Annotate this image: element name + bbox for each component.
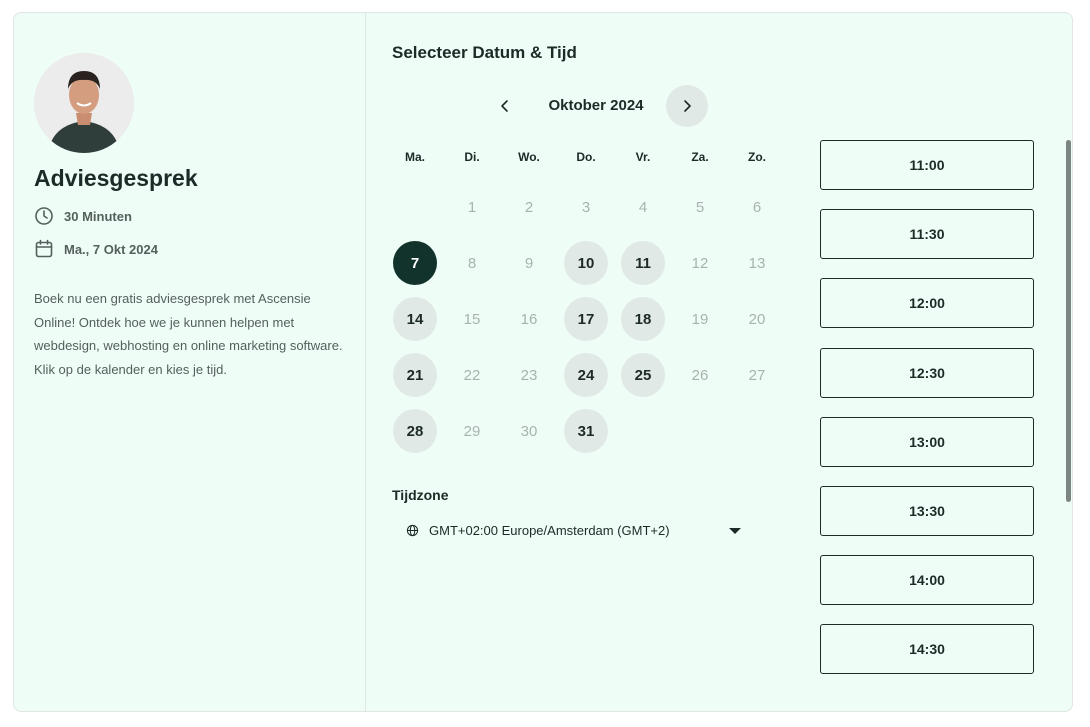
calendar-day-unavailable: 2 xyxy=(524,198,534,216)
weekday-header: Vr. xyxy=(635,150,651,164)
weekday-header: Wo. xyxy=(518,150,540,164)
next-month-button[interactable] xyxy=(666,85,708,127)
time-slot-scrollbar[interactable] xyxy=(1066,140,1071,502)
calendar-day-available[interactable]: 21 xyxy=(393,353,437,397)
calendar-day-unavailable: 9 xyxy=(524,254,534,272)
calendar-day-unavailable: 8 xyxy=(467,254,477,272)
time-slot-button[interactable]: 11:00 xyxy=(820,140,1034,190)
calendar-day-unavailable: 26 xyxy=(691,366,709,384)
event-details-panel xyxy=(14,13,366,711)
time-slot-button[interactable]: 13:00 xyxy=(820,417,1034,467)
timezone-label: Tijdzone xyxy=(392,487,449,503)
clock-icon xyxy=(34,206,54,226)
calendar-day-unavailable: 20 xyxy=(748,310,766,328)
duration-row xyxy=(34,206,132,226)
timezone-select[interactable] xyxy=(406,519,741,541)
avatar xyxy=(34,53,134,153)
date-row xyxy=(34,239,158,259)
date-text: Ma., 7 Okt 2024 xyxy=(64,241,158,257)
time-slot-button[interactable]: 14:00 xyxy=(820,555,1034,605)
calendar-day-unavailable: 16 xyxy=(520,310,538,328)
calendar-day-unavailable: 23 xyxy=(520,366,538,384)
calendar-day-available[interactable]: 10 xyxy=(564,241,608,285)
weekday-header: Ma. xyxy=(404,150,425,164)
calendar-day-unavailable: 3 xyxy=(581,198,591,216)
calendar-day-available[interactable]: 14 xyxy=(393,297,437,341)
calendar-day-available[interactable]: 31 xyxy=(564,409,608,453)
calendar-day-unavailable: 4 xyxy=(638,198,648,216)
weekday-header: Zo. xyxy=(748,150,766,164)
calendar-day-unavailable: 1 xyxy=(467,198,477,216)
calendar-day-unavailable: 22 xyxy=(463,366,481,384)
calendar-day-available[interactable]: 11 xyxy=(621,241,665,285)
calendar-day-available[interactable]: 25 xyxy=(621,353,665,397)
calendar-day-unavailable: 6 xyxy=(752,198,762,216)
time-slot-button[interactable]: 14:30 xyxy=(820,624,1034,674)
chevron-left-icon xyxy=(498,99,512,113)
globe-icon xyxy=(406,524,419,537)
calendar-day-unavailable: 30 xyxy=(520,422,538,440)
calendar-day-available[interactable]: 24 xyxy=(564,353,608,397)
host-photo-icon xyxy=(34,53,134,153)
month-navigation xyxy=(484,85,708,127)
weekday-header: Za. xyxy=(691,150,709,164)
month-label: Oktober 2024 xyxy=(548,97,644,114)
weekday-header: Do. xyxy=(576,150,596,164)
caret-down-icon xyxy=(729,528,741,534)
calendar-day-selected[interactable]: 7 xyxy=(393,241,437,285)
booking-card xyxy=(13,12,1073,712)
weekday-header: Di. xyxy=(464,150,480,164)
time-slot-button[interactable]: 12:30 xyxy=(820,348,1034,398)
calendar-day-unavailable: 5 xyxy=(695,198,705,216)
calendar-day-unavailable: 15 xyxy=(463,310,481,328)
calendar-day-unavailable: 19 xyxy=(691,310,709,328)
calendar-day-unavailable: 27 xyxy=(748,366,766,384)
duration-text: 30 Minuten xyxy=(64,208,132,224)
time-slot-button[interactable]: 13:30 xyxy=(820,486,1034,536)
timezone-value: GMT+02:00 Europe/Amsterdam (GMT+2) xyxy=(429,522,670,538)
event-description: Boek nu een gratis adviesgesprek met Ascensie Online! Ontdek hoe we je kunnen helpen met webdesign, webhosting en online marketing software. Klik op de kalender en kies je tijd. xyxy=(34,291,343,377)
calendar-day-available[interactable]: 28 xyxy=(393,409,437,453)
calendar-day-available[interactable]: 18 xyxy=(621,297,665,341)
time-slot-button[interactable]: 12:00 xyxy=(820,278,1034,328)
event-title: Adviesgesprek xyxy=(34,165,198,191)
calendar-day-unavailable: 29 xyxy=(463,422,481,440)
calendar-day-unavailable: 12 xyxy=(691,254,709,272)
chevron-right-icon xyxy=(680,99,694,113)
calendar-day-unavailable: 13 xyxy=(748,254,766,272)
calendar-icon xyxy=(34,239,54,259)
section-title: Selecteer Datum & Tijd xyxy=(392,43,577,62)
time-slot-button[interactable]: 11:30 xyxy=(820,209,1034,259)
previous-month-button[interactable] xyxy=(484,85,526,127)
calendar-day-available[interactable]: 17 xyxy=(564,297,608,341)
